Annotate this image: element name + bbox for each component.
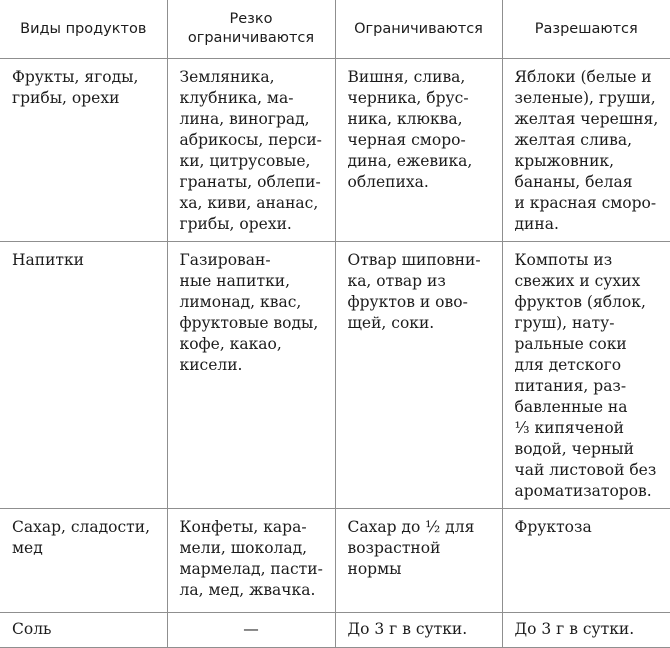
cell-strictly-limited: Конфеты, кара- мели, шоколад, мармелад, пасти- ла, мед, жвачка. — [167, 509, 335, 613]
cell-limited: Отвар шиповни- ка, отвар из фруктов и ово- щей, соки. — [335, 242, 502, 509]
cell-allowed: Яблоки (белые и зеленые), груши, желтая черешня, желтая слива, крыжовник, бананы, белая и красная сморо- дина. — [502, 59, 670, 242]
cell-strictly-limited: Газирован- ные напитки, лимонад, квас, фруктовые воды, кофе, какао, кисели. — [167, 242, 335, 509]
cell-category: Сахар, сладости, мед — [0, 509, 167, 613]
table-row — [0, 509, 670, 613]
cell-strictly-limited: — — [167, 613, 335, 648]
header-product-types: Виды продуктов — [0, 0, 167, 59]
table-row — [0, 613, 670, 648]
table-row — [0, 59, 670, 242]
header-limited: Ограничиваются — [335, 0, 502, 59]
cell-category: Соль — [0, 613, 167, 648]
cell-strictly-limited: Земляника, клубника, ма- лина, виноград, абрикосы, перси- ки, цитрусовые, гранаты, облепи- ха, киви, ананас, грибы, орехи. — [167, 59, 335, 242]
cell-limited: До 3 г в сутки. — [335, 613, 502, 648]
table-row — [0, 242, 670, 509]
cell-allowed: До 3 г в сутки. — [502, 613, 670, 648]
header-row — [0, 0, 670, 59]
header-strictly-limited: Резко ограничиваются — [167, 0, 335, 59]
cell-category: Напитки — [0, 242, 167, 509]
cell-category: Фрукты, ягоды, грибы, орехи — [0, 59, 167, 242]
cell-allowed: Фруктоза — [502, 509, 670, 613]
cell-limited: Вишня, слива, черника, брус- ника, клюква, черная сморо- дина, ежевика, облепиха. — [335, 59, 502, 242]
header-allowed: Разрешаются — [502, 0, 670, 59]
cell-limited: Сахар до ½ для возрастной нормы — [335, 509, 502, 613]
cell-allowed: Компоты из свежих и сухих фруктов (яблок, груш), нату- ральные соки для детского питания, раз- бавленные на ⅓ кипяченой водой, черный чай листовой без ароматизаторов. — [502, 242, 670, 509]
